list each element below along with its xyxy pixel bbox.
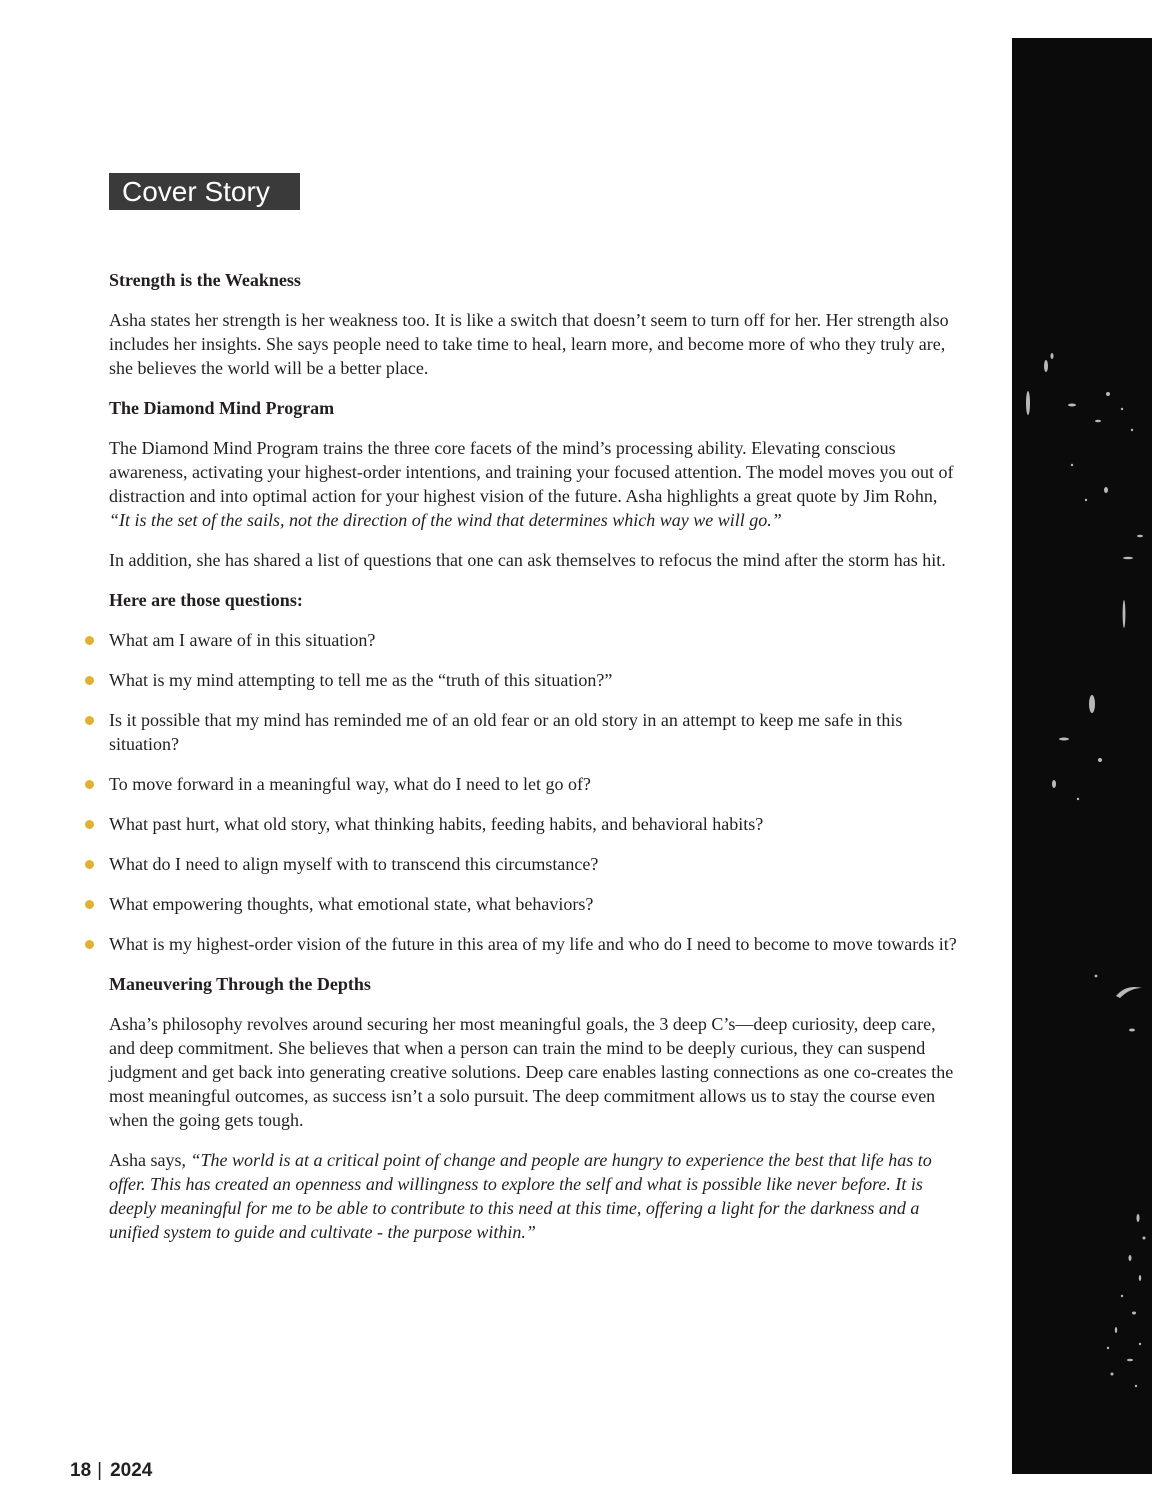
section-tag: Cover Story [109,173,300,210]
diamond-mind-text: The Diamond Mind Program trains the three core facets of the mind’s processing ability. Elevating conscious awareness, activating your highest-order intentions, and training your focused attention. The model moves you out of distraction and into optimal action for your highest vision of the future. Asha highlights a great quote by Jim Rohn, [109,438,954,506]
heading-depths: Maneuvering Through the Depths [109,974,371,994]
list-item: What past hurt, what old story, what thinking habits, feeding habits, and behavioral habits? [109,812,961,836]
list-item: To move forward in a meaningful way, what do I need to let go of? [109,772,961,796]
list-item: What is my highest-order vision of the future in this area of my life and who do I need to become to move towards it? [109,932,961,956]
bullet-icon [85,900,94,909]
list-item: What empowering thoughts, what emotional state, what behaviors? [109,892,961,916]
paragraph-strength: Asha states her strength is her weakness too. It is like a switch that doesn’t seem to turn off for her. Her strength also includes her insights. She says people need to take time to heal, learn more, and become more of who they truly are, she believes the world will be a better place. [109,310,949,378]
bullet-icon [85,940,94,949]
paragraph-addition: In addition, she has shared a list of questions that one can ask themselves to refocus the mind after the storm has hit. [109,550,946,570]
bullet-icon [85,716,94,725]
bullet-icon [85,820,94,829]
paragraph-depths: Asha’s philosophy revolves around securing her most meaningful goals, the 3 deep C’s—deep curiosity, deep care, and deep commitment. She believes that when a person can train the mind to be deeply curious, they can suspend judgment and get back into generating creative solutions. Deep care enables lasting connections as one co-creates the most meaningful outcomes, as success isn’t a solo pursuit. The deep commitment allows us to stay the course even when the going gets tough. [109,1014,954,1130]
list-item: Is it possible that my mind has reminded me of an old fear or an old story in an attempt to keep me safe in this situation? [109,708,961,756]
heading-questions: Here are those questions: [109,590,303,610]
issue-year: 2024 [110,1460,153,1481]
questions-list [109,628,961,956]
sparkle-decoration [1012,38,1152,1474]
heading-strength: Strength is the Weakness [109,270,301,290]
jim-rohn-quote: “It is the set of the sails, not the direction of the wind that determines which way we will go.” [109,510,782,530]
bullet-icon [85,636,94,645]
list-item: What do I need to align myself with to transcend this circumstance? [109,852,961,876]
asha-says-intro: Asha says, [109,1150,191,1170]
page-footer [70,1459,152,1483]
bullet-icon [85,860,94,869]
decorative-side-panel [1012,38,1152,1474]
footer-separator: | [97,1460,103,1481]
paragraph-diamond-mind [109,436,961,532]
list-item: What am I aware of in this situation? [109,628,961,652]
list-item: What is my mind attempting to tell me as the “truth of this situation?” [109,668,961,692]
paragraph-asha-says [109,1148,961,1244]
article-body [109,268,961,1260]
bullet-icon [85,676,94,685]
page-number: 18 [70,1460,92,1481]
bullet-icon [85,780,94,789]
asha-quote: “The world is at a critical point of change and people are hungry to experience the best that life has to offer. This has created an openness and willingness to explore the self and what is possible like never before. It is deeply meaningful for me to be able to contribute to this need at this time, offering a light for the darkness and a unified system to guide and cultivate - the purpose within.” [109,1150,932,1242]
heading-diamond-mind: The Diamond Mind Program [109,398,335,418]
